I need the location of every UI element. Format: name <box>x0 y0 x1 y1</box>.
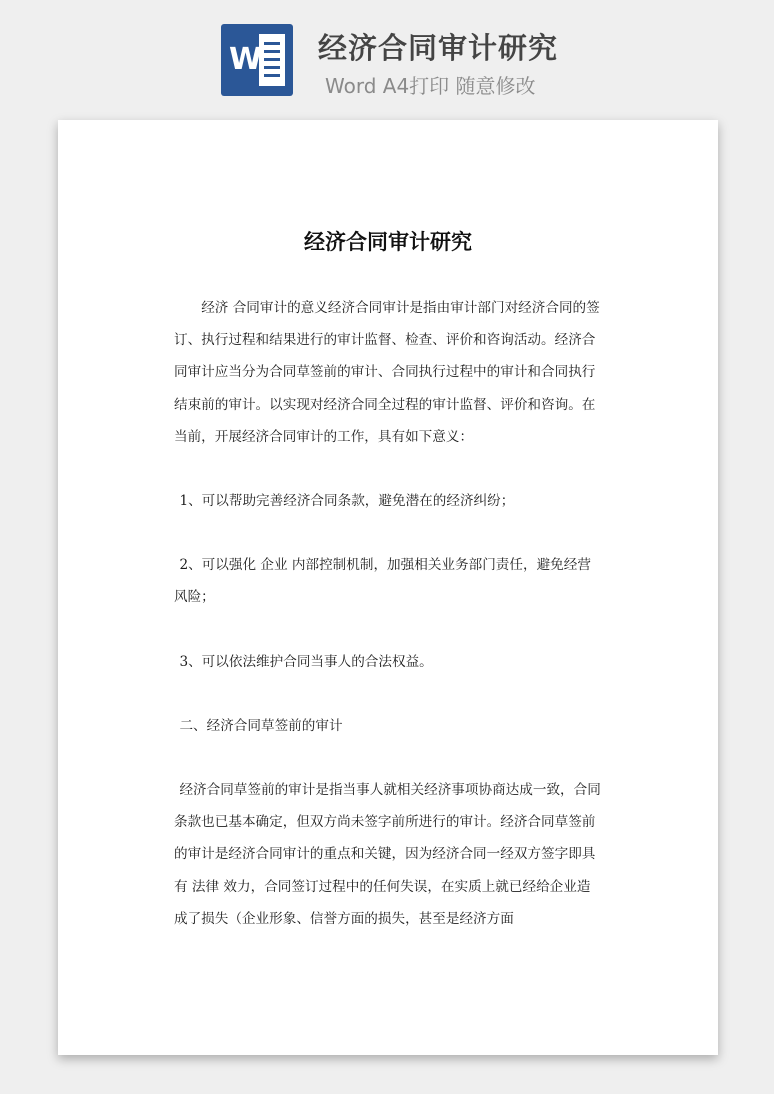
header-title: 经济合同审计研究 <box>318 31 559 65</box>
document-lines-icon <box>259 34 285 86</box>
paragraph-item-2: 2、可以强化 企业 内部控制机制，加强相关业务部门责任，避免经营风险； <box>174 557 591 606</box>
header-banner <box>0 0 774 110</box>
paragraph-item-3: 3、可以依法维护合同当事人的合法权益。 <box>179 653 433 670</box>
word-app-icon <box>221 24 293 96</box>
header-subtitle: Word A4打印 随意修改 <box>325 74 536 98</box>
paragraph-intro: 经济 合同审计的意义经济合同审计是指由审计部门对经济合同的签订、执行过程和结果进行的审计监督、检查、评价和咨询活动。经济合同审计应当分为合同草签前的审计、合同执行过程中的审计和合同执行结束前的审计。以实现对经济合同全过程的审计监督、评价和咨询。在当前，开展经济合同审计的工作，具有如下意义： <box>174 300 600 445</box>
document-page <box>58 120 718 1055</box>
word-letter: W <box>229 42 263 77</box>
paragraph-section-2: 经济合同草签前的审计是指当事人就相关经济事项协商达成一致，合同条款也已基本确定，但双方尚未签字前所进行的审计。经济合同草签前的审计是经济合同审计的重点和关键，因为经济合同一经双方签字即具有 法律 效力，合同签订过程中的任何失误，在实质上就已经给企业造成了损失（企业形象、信誉方面的损失，甚至是经济方面 <box>174 782 601 927</box>
paragraph-item-1: 1、可以帮助完善经济合同条款，避免潜在的经济纠纷； <box>179 493 515 510</box>
document-body <box>174 292 602 935</box>
document-title: 经济合同审计研究 <box>304 229 472 254</box>
section-heading-2: 二、经济合同草签前的审计 <box>179 717 343 734</box>
